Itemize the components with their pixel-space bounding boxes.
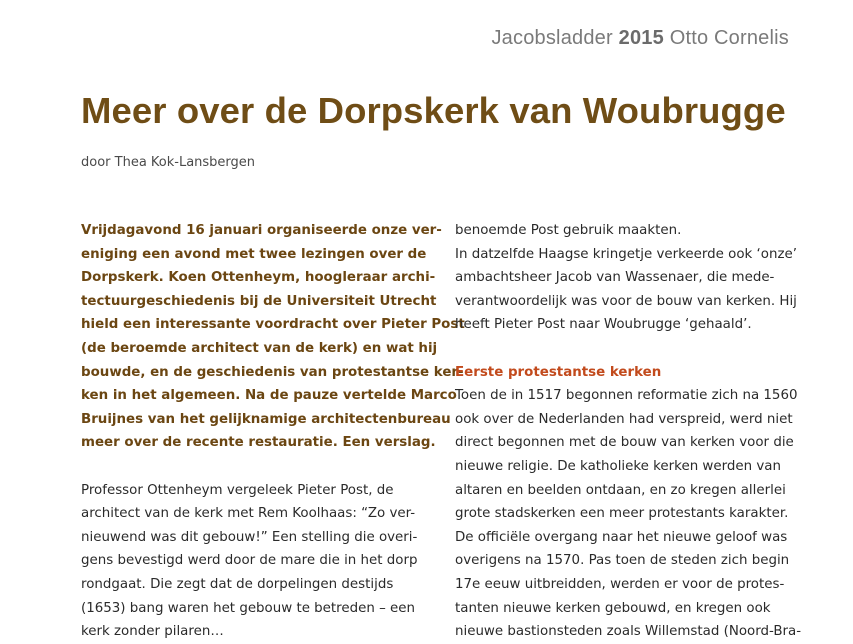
body-line: heeft Pieter Post naar Woubrugge ‘gehaald’.	[455, 317, 752, 333]
intro-line: hield een interessante voordracht over Pieter Post	[81, 317, 465, 333]
body-line: grote stadskerken een meer protestants karakter.	[455, 506, 789, 522]
body-line: benoemde Post gebruik maakten.	[455, 223, 682, 238]
body-paragraph	[81, 479, 421, 644]
running-header	[491, 27, 789, 50]
body-line: nieuwend was dit gebouw!” Een stelling die overi-	[81, 529, 418, 545]
intro-paragraph	[81, 219, 465, 455]
body-line: De officiële overgang naar het nieuwe geloof was	[455, 529, 788, 545]
paragraph-gap	[455, 337, 800, 361]
body-line: verantwoordelijk was voor de bouw van kerken. Hij	[455, 293, 797, 309]
body-line: kerk zonder pilaren…	[81, 624, 224, 640]
body-line: Professor Ottenheym vergeleek Pieter Post, de	[81, 482, 394, 498]
intro-line: eniging een avond met twee lezingen over de	[81, 246, 427, 262]
header-suffix: Otto Cornelis	[669, 27, 789, 49]
intro-line: (de beroemde architect van de kerk) en wat hij	[81, 340, 438, 356]
body-line: tanten nieuwe kerken gebouwd, en kregen ook	[455, 600, 771, 616]
header-prefix: Jacobsladder	[491, 27, 613, 49]
intro-line: meer over de recente restauratie. Een verslag.	[81, 435, 436, 451]
body-line: nieuwe religie. De katholieke kerken werden van	[455, 458, 781, 474]
intro-line: ken in het algemeen. Na de pauze vertelde Marco	[81, 388, 457, 404]
body-line: ambachtsheer Jacob van Wassenaer, die mede-	[455, 270, 775, 286]
paragraph-gap	[81, 455, 421, 479]
body-line: altaren en beelden ontdaan, en zo kregen allerlei	[455, 482, 786, 498]
intro-line: Bruijnes van het gelijknamige architectenbureau	[81, 411, 451, 427]
body-line: ook over de Nederlanden had verspreid, werd niet	[455, 411, 793, 427]
intro-line: Dorpskerk. Koen Ottenheym, hoogleraar archi-	[81, 270, 436, 286]
body-line: Toen de in 1517 begonnen reformatie zich na 1560	[455, 388, 798, 404]
article-byline: door Thea Kok-Lansbergen	[81, 155, 256, 170]
body-paragraph	[455, 384, 800, 644]
intro-line: bouwde, en de geschiedenis van protestantse ker-	[81, 364, 464, 380]
body-line: gens bevestigd werd door de mare die in het dorp	[81, 553, 418, 569]
body-line: direct begonnen met de bouw van kerken voor die	[455, 435, 794, 451]
body-line: (1653) bang waren het gebouw te betreden – een	[81, 600, 416, 616]
section-subheading: Eerste protestantse kerken	[455, 364, 662, 380]
body-line: nieuwe bastionsteden zoals Willemstad (Noord-Bra-	[455, 624, 802, 640]
right-column	[455, 219, 800, 644]
body-line: overigens na 1570. Pas toen de steden zich begin	[455, 553, 790, 569]
intro-line: tectuurgeschiedenis bij de Universiteit Utrecht	[81, 293, 437, 309]
body-paragraph	[455, 219, 800, 337]
body-line: rondgaat. Die zegt dat de dorpelingen destijds	[81, 576, 394, 592]
left-column	[81, 219, 465, 644]
body-line: 17e eeuw uitbreidden, werden er voor de protes-	[455, 576, 785, 592]
article-title: Meer over de Dorpskerk van Woubrugge	[81, 90, 786, 131]
intro-line: Vrijdagavond 16 januari organiseerde onze ver-	[81, 223, 442, 238]
body-line: architect van de kerk met Rem Koolhaas: “Zo ver-	[81, 506, 416, 522]
body-line: In datzelfde Haagse kringetje verkeerde ook ‘onze’	[455, 246, 798, 262]
header-year: 2015	[618, 27, 664, 49]
